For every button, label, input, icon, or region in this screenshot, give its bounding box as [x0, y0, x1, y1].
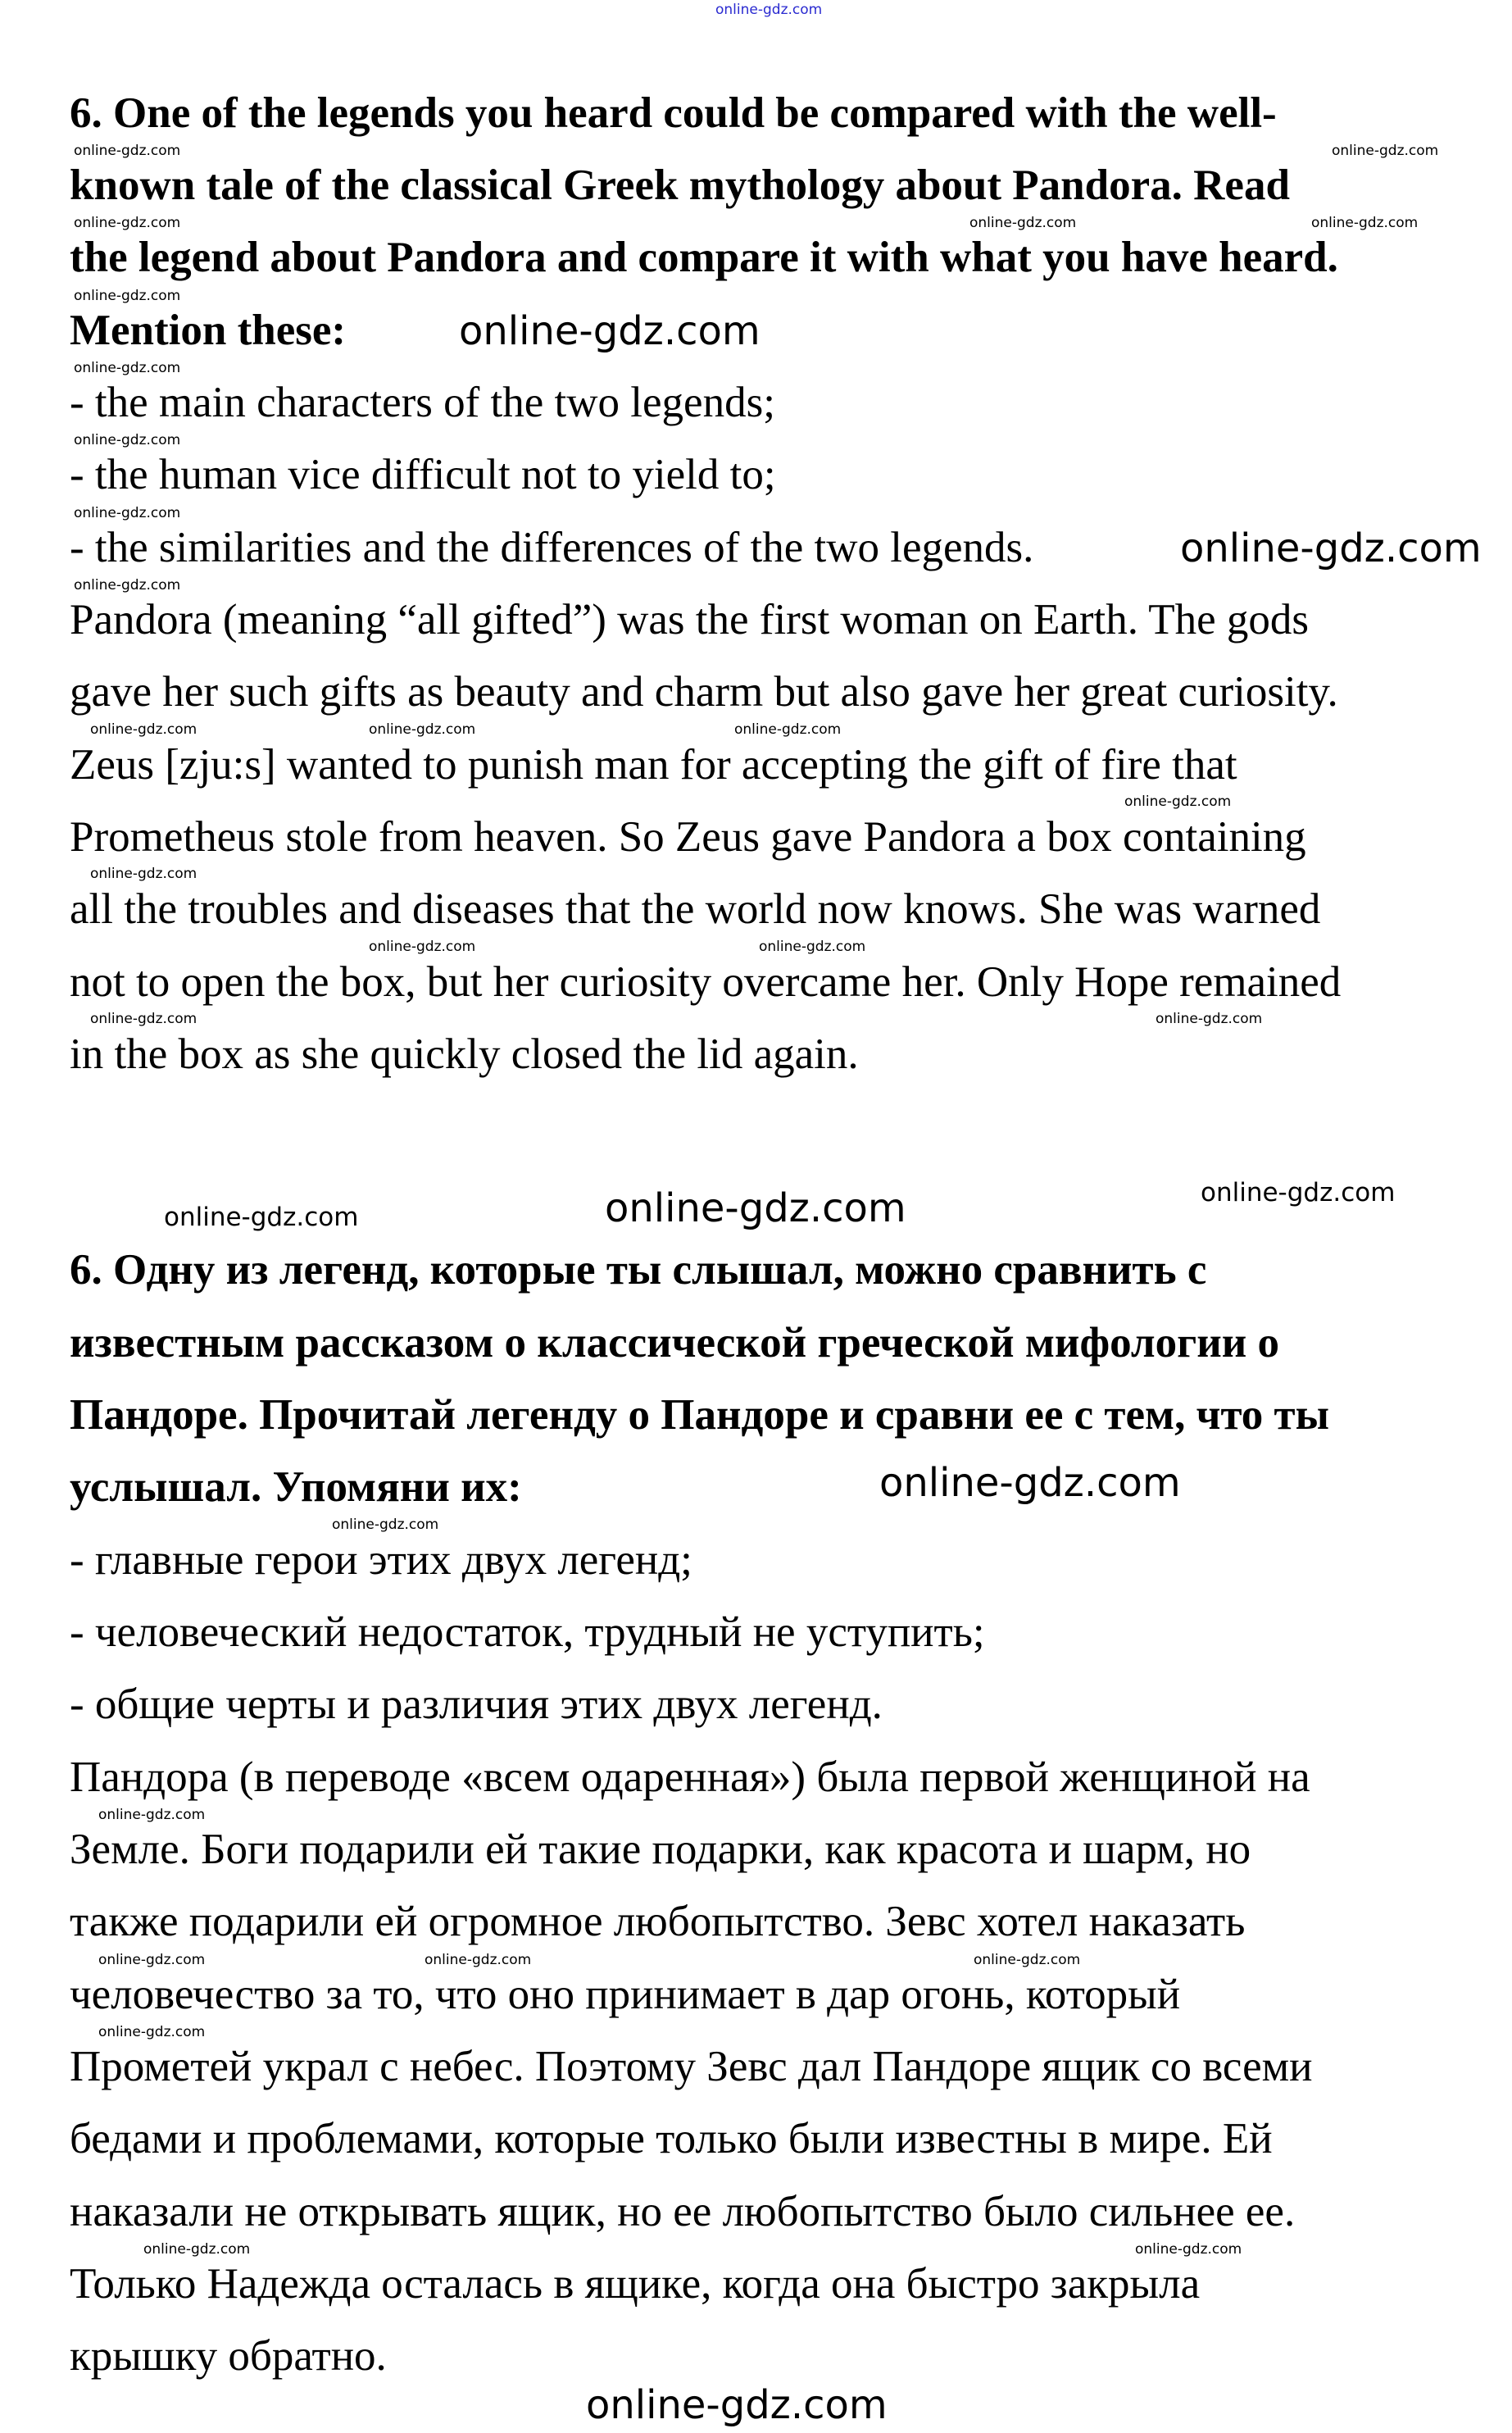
watermark: online-gdz.com: [1201, 1178, 1396, 1207]
watermark: online-gdz.com: [969, 215, 1077, 231]
story-line: Прометей украл с небес. Поэтому Зевс дал Пандоре ящик со всеми: [70, 2043, 1313, 2090]
watermark: online-gdz.com: [1156, 1011, 1263, 1027]
watermark: online-gdz.com: [605, 1185, 906, 1231]
task-line: Пандоре. Прочитай легенду о Пандоре и сравни ее с тем, что ты: [70, 1391, 1329, 1439]
watermark: online-gdz.com: [974, 1952, 1081, 1968]
watermark: online-gdz.com: [332, 1517, 439, 1533]
bullet-item: - the similarities and the differences of the two legends.: [70, 524, 1034, 571]
watermark: online-gdz.com: [74, 288, 181, 304]
task-line: 6. One of the legends you heard could be compared with the well-: [70, 89, 1277, 137]
task-line: 6. Одну из легенд, которые ты слышал, можно сравнить с: [70, 1246, 1207, 1294]
watermark: online-gdz.com: [98, 1952, 206, 1968]
top-watermark: online-gdz.com: [715, 2, 823, 18]
task-line: known tale of the classical Greek mythology about Pandora. Read: [70, 161, 1290, 209]
bullet-item: - главные герои этих двух легенд;: [70, 1536, 692, 1584]
story-line: человечество за то, что оно принимает в дар огонь, который: [70, 1971, 1181, 2018]
task-line: the legend about Pandora and compare it with what you have heard.: [70, 234, 1338, 281]
watermark: online-gdz.com: [143, 2241, 251, 2258]
story-line: in the box as she quickly closed the lid again.: [70, 1030, 859, 1078]
story-line: Только Надежда осталась в ящике, когда она быстро закрыла: [70, 2260, 1201, 2308]
watermark: online-gdz.com: [90, 721, 198, 738]
bullet-item: - the main characters of the two legends;: [70, 379, 775, 426]
watermark: online-gdz.com: [425, 1952, 532, 1968]
watermark: online-gdz.com: [90, 866, 198, 882]
story-line: также подарили ей огромное любопытство. Зевс хотел наказать: [70, 1898, 1246, 1945]
story-line: all the troubles and diseases that the world now knows. She was warned: [70, 885, 1321, 933]
watermark: online-gdz.com: [369, 721, 476, 738]
watermark: online-gdz.com: [74, 143, 181, 159]
watermark: online-gdz.com: [759, 939, 866, 955]
watermark: online-gdz.com: [74, 577, 181, 593]
watermark: online-gdz.com: [1311, 215, 1419, 231]
watermark: online-gdz.com: [98, 1807, 206, 1823]
watermark: online-gdz.com: [90, 1011, 198, 1027]
story-line: Pandora (meaning “all gifted”) was the first woman on Earth. The gods: [70, 596, 1310, 643]
story-line: not to open the box, but her curiosity overcame her. Only Hope remained: [70, 958, 1342, 1006]
watermark: online-gdz.com: [98, 2024, 206, 2040]
story-line: бедами и проблемами, которые только были известны в мире. Ей: [70, 2115, 1273, 2162]
watermark: online-gdz.com: [74, 360, 181, 376]
watermark: online-gdz.com: [1124, 794, 1232, 810]
watermark: online-gdz.com: [459, 308, 761, 354]
watermark: online-gdz.com: [369, 939, 476, 955]
bullet-item: - общие черты и различия этих двух легенд.: [70, 1680, 883, 1728]
watermark: online-gdz.com: [74, 432, 181, 448]
task-line: услышал. Упомяни их:: [70, 1463, 522, 1511]
watermark: online-gdz.com: [734, 721, 842, 738]
story-line: gave her such gifts as beauty and charm but also gave her great curiosity.: [70, 668, 1338, 716]
story-line: Prometheus stole from heaven. So Zeus gave Pandora a box containing: [70, 813, 1306, 861]
task-line: известным рассказом о классической греческой мифологии о: [70, 1319, 1280, 1367]
task-line: Mention these:: [70, 307, 347, 354]
story-line: Земле. Боги подарили ей такие подарки, как красота и шарм, но: [70, 1826, 1251, 1873]
watermark: online-gdz.com: [74, 215, 181, 231]
story-line: наказали не открывать ящик, но ее любопытство было сильнее ее.: [70, 2188, 1296, 2235]
watermark: online-gdz.com: [164, 1203, 359, 1232]
story-line: Zeus [zju:s] wanted to punish man for accepting the gift of fire that: [70, 741, 1237, 789]
bullet-item: - человеческий недостаток, трудный не уступить;: [70, 1608, 985, 1656]
watermark: online-gdz.com: [586, 2382, 888, 2428]
story-line: Пандора (в переводе «всем одаренная») была первой женщиной на: [70, 1753, 1310, 1801]
watermark: online-gdz.com: [879, 1460, 1181, 1506]
watermark: online-gdz.com: [1180, 525, 1482, 571]
watermark: online-gdz.com: [1135, 2241, 1242, 2258]
watermark: online-gdz.com: [74, 505, 181, 521]
story-line: крышку обратно.: [70, 2332, 387, 2380]
bullet-item: - the human vice difficult not to yield to;: [70, 451, 776, 498]
watermark: online-gdz.com: [1332, 143, 1439, 159]
